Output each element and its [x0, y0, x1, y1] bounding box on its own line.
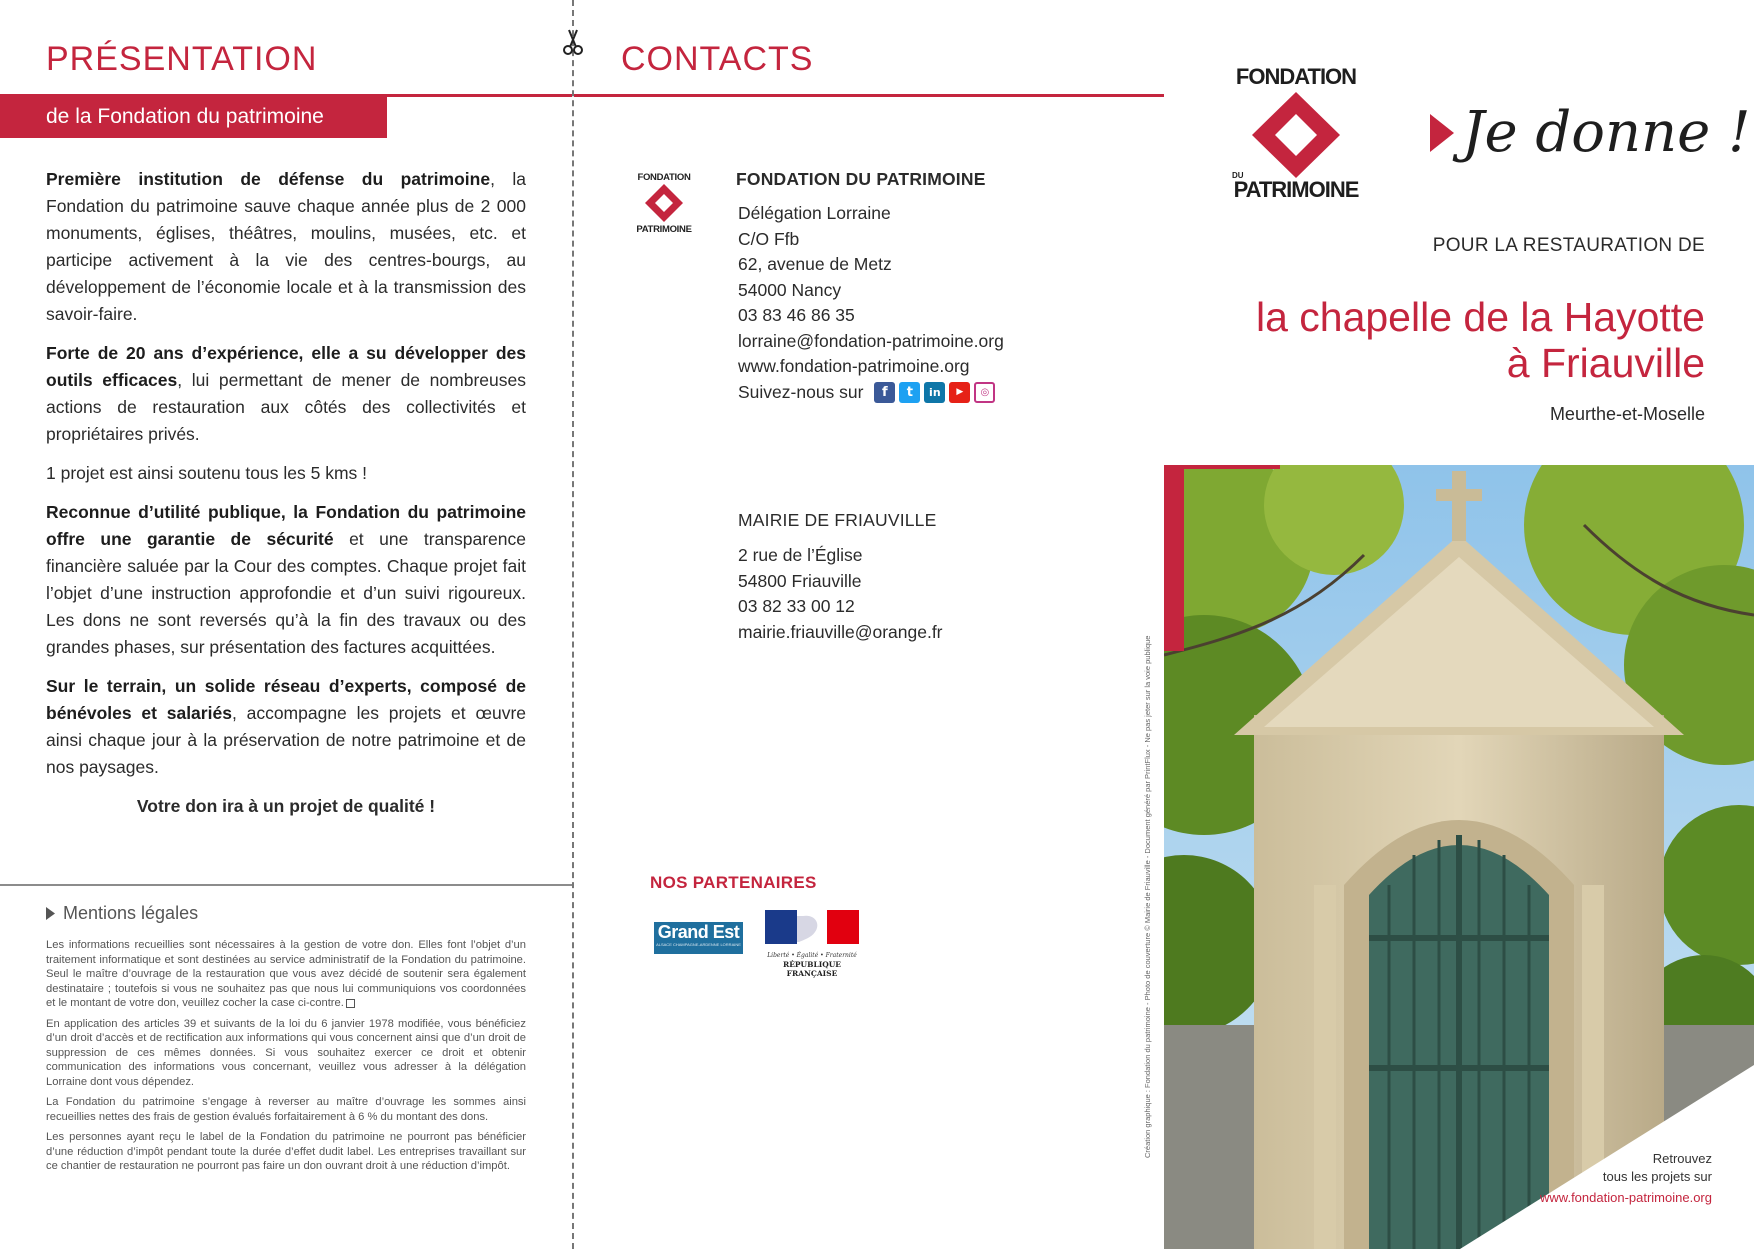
social-icons [874, 382, 995, 403]
presentation-body [46, 166, 526, 832]
twitter-icon[interactable]: t [899, 382, 920, 403]
mairie-contact-name: MAIRIE DE FRIAUVILLE [738, 510, 937, 530]
contacts-rule [574, 94, 1164, 97]
fondation-contact-block [738, 201, 1004, 405]
social-row [738, 380, 1004, 406]
fondation-logo-small: FONDATION PATRIMOINE [632, 172, 696, 238]
logo-diamond-icon [1226, 90, 1366, 180]
follow-label: Suivez-nous sur [738, 381, 864, 402]
presentation-paragraph-1: Première institution de défense du patrimoine, la Fondation du patrimoine sauve chaque année plus de 2 000 monuments, églises, théâtres, moulins, musées, etc. et participe activement à la vie des centres-bourgs, au développement de l’économie locale et à la transmission des savoir-faire. [46, 169, 526, 324]
mentions-paragraph-2: En application des articles 39 et suivants de la loi du 6 janvier 1978 modifiée, vous bénéficiez d’un droit d’accès et de rectification aux informations qui vous concernent ainsi que d’un droit de suppression de ces mêmes données. Si vous souhaitez exercer ce droit et obtenir communication des informations vous concernant, veuillez vous adresser à la délégation Lorraine dont vous dépendez. [46, 1017, 526, 1088]
mentions-paragraph-3: La Fondation du patrimoine s’engage à reverser au maître d’ouvrage les sommes ainsi recueillies nettes des frais de gestion évalués forfaitairement à 6 % du montant des dons. [46, 1096, 526, 1123]
fondation-logo: FONDATION DU PATRIMOINE [1226, 64, 1366, 206]
mentions-title: Mentions légales [63, 903, 199, 923]
presentation-subtitle-band: de la Fondation du patrimoine [0, 96, 387, 138]
youtube-icon[interactable]: ▶ [949, 382, 970, 403]
project-title [1256, 294, 1705, 386]
mairie-email[interactable]: mairie.friauville@orange.fr [738, 621, 943, 642]
partners-title: NOS PARTENAIRES [650, 873, 817, 892]
facebook-icon[interactable]: f [874, 382, 895, 403]
logo-diamond-icon [632, 183, 696, 223]
mentions-paragraph-4: Les personnes ayant reçu le label de la Fondation du patrimoine ne pourront pas bénéficier d’une réduction d’impôt pendant toute la durée d’effet dudit label. Les entreprises travaillant sur ce chantier de restauration ne pourront pas faire un don ouvrant droit à une réduction d’impôt. [46, 1131, 526, 1172]
scissors-icon [561, 28, 585, 56]
presentation-paragraph-3: 1 projet est ainsi soutenu tous les 5 kms ! [46, 463, 367, 483]
retrouvez-url[interactable]: www.fondation-patrimoine.org [1540, 1190, 1712, 1205]
mairie-city: 54800 Friauville [738, 570, 862, 591]
presentation-title: PRÉSENTATION [46, 40, 318, 78]
contacts-title: CONTACTS [621, 40, 814, 78]
fondation-delegation: Délégation Lorraine [738, 203, 891, 223]
mairie-street: 2 rue de l’Église [738, 545, 863, 565]
side-credit: Création graphique : Fondation du patrimoine - Photo de couverture © Mairie de Friauville - Document généré par PrintFlux - Ne pas jeter sur la voie publique [1143, 635, 1152, 1158]
fondation-city: 54000 Nancy [738, 279, 842, 300]
mentions-body [46, 938, 526, 1180]
linkedin-icon[interactable]: in [924, 382, 945, 403]
mentions-paragraph-1: Les informations recueillies sont nécessaires à la gestion de votre don. Elles font l’objet d’un traitement informatique et sont destinées au service administratif de la Fondation du patrimoine. Seul le maître d’ouvrage de la restauration que vous avez décidé de soutenir sera également destinataire ; toutefois si vous ne souhaitez pas que nous lui communiquions vos coordonnées et le montant de votre don, veuillez cocher la case ci-contre. [46, 939, 526, 1009]
mentions-heading [46, 903, 198, 924]
fondation-phone[interactable]: 03 83 46 86 35 [738, 305, 855, 325]
department: Meurthe-et-Moselle [1549, 404, 1705, 424]
play-triangle-icon [46, 907, 55, 920]
presentation-paragraph-4: Reconnue d’utilité publique, la Fondation du patrimoine offre une garantie de sécurité et une transparence financière saluée par la Cour des comptes. Chaque projet fait l’objet d’une instruction approfondie et d’un suivi rigoureux. Les dons ne sont reversés qu’à la fin des travaux ou des grandes phases, sur présentation des factures acquittées. [46, 502, 526, 657]
mairie-contact-block [738, 543, 943, 645]
je-donne-slogan [1430, 100, 1751, 165]
cut-line [572, 0, 574, 1249]
fondation-co: C/O Ffb [738, 228, 800, 249]
presentation-paragraph-2: Forte de 20 ans d’expérience, elle a su développer des outils efficaces, lui permettant de mener de nombreuses actions de restauration aux côtés des collectivités et propriétaires privés. [46, 343, 526, 444]
mentions-rule [0, 884, 572, 886]
fondation-contact-name: FONDATION DU PATRIMOINE [736, 169, 986, 189]
play-triangle-icon [1430, 114, 1454, 152]
fondation-email[interactable]: lorraine@fondation-patrimoine.org [738, 330, 1004, 351]
presentation-closing: Votre don ira à un projet de qualité ! [136, 796, 436, 816]
retrouvez-block: Retrouvez tous les projets sur www.fondation-patrimoine.org [1540, 1151, 1712, 1205]
project-title-line-1: la chapelle de la Hayotte [1255, 294, 1705, 340]
instagram-icon[interactable]: ◎ [974, 382, 995, 403]
fondation-website[interactable]: www.fondation-patrimoine.org [738, 356, 970, 376]
presentation-paragraph-5: Sur le terrain, un solide réseau d’experts, composé de bénévoles et salariés, accompagne les projets et œuvre ainsi chaque jour à la préservation de notre patrimoine et de nos paysages. [46, 676, 526, 777]
restoration-label: POUR LA RESTAURATION DE [1432, 235, 1705, 256]
project-title-line-2: à Friauville [1506, 340, 1705, 386]
mairie-phone[interactable]: 03 82 33 00 12 [738, 596, 855, 616]
opt-out-checkbox[interactable] [346, 999, 355, 1008]
fondation-street: 62, avenue de Metz [738, 254, 892, 274]
je-donne-text: Je donne ! [1462, 100, 1751, 165]
grand-est-logo: Grand Est ALSACE CHAMPAGNE-ARDENNE LORRAINE [654, 922, 743, 954]
marianne-flag-icon [763, 910, 861, 944]
corner-accent-left [1164, 465, 1184, 651]
republique-francaise-logo: Liberté • Égalité • Fraternité RÉPUBLIQUE FRANÇAISE [763, 910, 861, 970]
